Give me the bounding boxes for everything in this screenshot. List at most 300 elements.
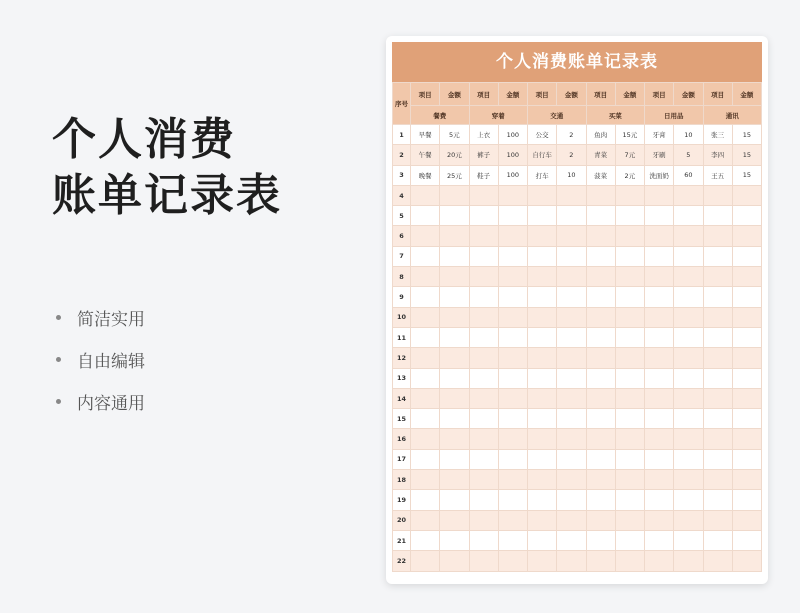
table-cell[interactable] [469,368,498,388]
table-cell[interactable]: 60 [674,165,703,185]
table-cell[interactable]: 5元 [440,125,469,145]
table-cell[interactable] [469,185,498,205]
table-cell[interactable]: 100 [498,125,527,145]
table-cell[interactable] [674,449,703,469]
table-cell[interactable] [557,185,586,205]
table-cell[interactable] [703,490,732,510]
table-row [393,510,762,530]
table-cell[interactable]: 菠菜 [586,165,615,185]
table-cell[interactable] [674,287,703,307]
table-cell[interactable] [411,429,440,449]
table-cell[interactable] [411,388,440,408]
table-cell[interactable] [440,530,469,550]
table-cell[interactable] [469,409,498,429]
table-cell[interactable] [498,327,527,347]
table-cell[interactable] [440,388,469,408]
table-cell[interactable] [557,409,586,429]
table-cell[interactable] [615,267,644,287]
category-header: 交通 [528,106,587,125]
table-cell[interactable] [557,510,586,530]
table-cell[interactable]: 李四 [703,145,732,165]
table-cell[interactable] [498,368,527,388]
table-cell[interactable] [440,185,469,205]
table-cell[interactable] [469,551,498,571]
table-cell[interactable] [411,267,440,287]
table-cell[interactable] [411,510,440,530]
table-cell[interactable] [528,246,557,266]
table-cell[interactable] [703,185,732,205]
table-cell[interactable] [645,510,674,530]
table-cell[interactable] [411,287,440,307]
table-cell[interactable]: 15 [732,165,761,185]
table-cell[interactable]: 自行车 [528,145,557,165]
table-row [393,165,762,185]
bullet-icon [56,357,61,362]
table-cell[interactable] [615,185,644,205]
row-seq: 22 [393,551,411,571]
table-cell[interactable] [732,510,761,530]
table-cell[interactable] [528,409,557,429]
table-cell[interactable] [528,388,557,408]
table-cell[interactable] [586,388,615,408]
table-row [393,267,762,287]
table-cell[interactable] [557,267,586,287]
table-cell[interactable]: 2 [557,125,586,145]
table-cell[interactable] [440,409,469,429]
seq-header: 序号 [393,83,411,125]
table-cell[interactable]: 2 [557,145,586,165]
table-cell[interactable] [732,470,761,490]
table-cell[interactable] [469,206,498,226]
table-cell[interactable] [674,368,703,388]
table-cell[interactable] [615,246,644,266]
table-cell[interactable] [440,449,469,469]
table-cell[interactable] [645,449,674,469]
table-cell[interactable] [586,267,615,287]
table-cell[interactable] [586,409,615,429]
table-cell[interactable] [586,206,615,226]
table-cell[interactable] [498,307,527,327]
table-cell[interactable] [645,348,674,368]
table-cell[interactable] [411,551,440,571]
table-row [393,409,762,429]
table-cell[interactable] [469,490,498,510]
table-cell[interactable] [674,551,703,571]
table-cell[interactable] [645,429,674,449]
table-row [393,287,762,307]
table-cell[interactable] [732,530,761,550]
table-cell[interactable] [645,307,674,327]
row-seq: 13 [393,368,411,388]
table-cell[interactable] [586,185,615,205]
table-cell[interactable] [411,348,440,368]
table-cell[interactable] [703,267,732,287]
table-cell[interactable] [732,226,761,246]
table-cell[interactable]: 张三 [703,125,732,145]
promo-panel [52,112,372,422]
table-cell[interactable] [528,368,557,388]
table-cell[interactable] [586,530,615,550]
table-cell[interactable] [703,409,732,429]
table-cell[interactable] [440,429,469,449]
table-cell[interactable]: 2元 [615,165,644,185]
table-row [393,327,762,347]
table-cell[interactable] [528,327,557,347]
table-cell[interactable] [615,449,644,469]
table-cell[interactable] [674,327,703,347]
table-cell[interactable] [732,409,761,429]
table-cell[interactable] [411,226,440,246]
table-cell[interactable] [557,246,586,266]
table-cell[interactable] [498,246,527,266]
table-cell[interactable] [411,490,440,510]
table-cell[interactable] [557,388,586,408]
table-cell[interactable] [615,551,644,571]
table-cell[interactable]: 王五 [703,165,732,185]
table-cell[interactable] [498,185,527,205]
table-cell[interactable]: 25元 [440,165,469,185]
table-cell[interactable]: 牙膏 [645,125,674,145]
row-seq: 12 [393,348,411,368]
sheet-title: 个人消费账单记录表 [392,42,762,82]
bill-table [392,82,762,572]
table-cell[interactable] [732,307,761,327]
table-cell[interactable]: 洗面奶 [645,165,674,185]
table-cell[interactable] [498,409,527,429]
table-cell[interactable] [674,510,703,530]
table-cell[interactable] [615,368,644,388]
table-cell[interactable] [674,348,703,368]
table-cell[interactable] [440,327,469,347]
row-seq: 21 [393,530,411,550]
table-cell[interactable] [440,246,469,266]
table-cell[interactable]: 20元 [440,145,469,165]
table-cell[interactable] [440,551,469,571]
table-cell[interactable] [528,551,557,571]
table-cell[interactable] [674,226,703,246]
table-cell[interactable] [732,327,761,347]
table-cell[interactable] [411,470,440,490]
table-cell[interactable] [440,368,469,388]
table-cell[interactable] [674,267,703,287]
table-cell[interactable] [528,206,557,226]
table-cell[interactable] [615,206,644,226]
table-cell[interactable] [586,449,615,469]
table-cell[interactable] [703,327,732,347]
table-cell[interactable] [703,368,732,388]
table-cell[interactable] [469,327,498,347]
table-cell[interactable] [645,206,674,226]
table-cell[interactable]: 晚餐 [411,165,440,185]
table-cell[interactable] [557,307,586,327]
table-cell[interactable] [440,470,469,490]
table-cell[interactable] [732,287,761,307]
table-cell[interactable] [528,530,557,550]
table-cell[interactable] [411,206,440,226]
table-cell[interactable] [498,470,527,490]
table-cell[interactable] [528,470,557,490]
table-cell[interactable] [440,490,469,510]
amount-header: 金额 [498,83,527,106]
table-cell[interactable] [528,490,557,510]
table-row [393,206,762,226]
table-cell[interactable] [440,510,469,530]
table-cell[interactable] [498,388,527,408]
table-cell[interactable] [498,490,527,510]
table-cell[interactable] [557,327,586,347]
row-seq: 4 [393,185,411,205]
table-cell[interactable] [645,530,674,550]
table-cell[interactable] [411,246,440,266]
table-cell[interactable] [703,348,732,368]
table-cell[interactable]: 午餐 [411,145,440,165]
table-cell[interactable] [469,226,498,246]
table-cell[interactable] [615,429,644,449]
table-cell[interactable] [674,185,703,205]
table-cell[interactable] [645,327,674,347]
table-cell[interactable] [732,449,761,469]
table-cell[interactable] [674,206,703,226]
table-cell[interactable] [615,409,644,429]
table-cell[interactable]: 7元 [615,145,644,165]
table-cell[interactable] [703,510,732,530]
table-cell[interactable] [703,530,732,550]
table-cell[interactable] [469,388,498,408]
table-cell[interactable] [557,490,586,510]
table-cell[interactable] [674,388,703,408]
table-cell[interactable] [557,530,586,550]
table-cell[interactable] [411,327,440,347]
table-cell[interactable] [498,510,527,530]
table-cell[interactable] [528,185,557,205]
table-cell[interactable] [645,267,674,287]
row-seq: 15 [393,409,411,429]
table-cell[interactable]: 牙刷 [645,145,674,165]
table-cell[interactable] [528,287,557,307]
table-cell[interactable] [557,348,586,368]
table-cell[interactable]: 10 [674,125,703,145]
table-cell[interactable] [615,530,644,550]
table-cell[interactable] [703,226,732,246]
table-cell[interactable] [469,307,498,327]
table-cell[interactable] [703,246,732,266]
table-cell[interactable] [528,348,557,368]
table-cell[interactable] [586,510,615,530]
table-cell[interactable] [586,470,615,490]
table-cell[interactable] [469,246,498,266]
table-cell[interactable] [703,449,732,469]
table-cell[interactable] [586,429,615,449]
table-cell[interactable] [703,307,732,327]
table-cell[interactable]: 公交 [528,125,557,145]
table-cell[interactable] [645,246,674,266]
table-cell[interactable] [469,348,498,368]
table-cell[interactable] [528,449,557,469]
table-row [393,125,762,145]
row-seq: 5 [393,206,411,226]
table-cell[interactable]: 青菜 [586,145,615,165]
table-row [393,530,762,550]
table-cell[interactable]: 鞋子 [469,165,498,185]
table-cell[interactable] [440,267,469,287]
table-cell[interactable] [411,307,440,327]
table-cell[interactable] [586,307,615,327]
table-cell[interactable] [674,307,703,327]
spreadsheet-preview [386,36,768,584]
table-cell[interactable] [615,490,644,510]
amount-header: 金额 [557,83,586,106]
table-cell[interactable] [469,449,498,469]
table-cell[interactable] [703,287,732,307]
table-cell[interactable] [498,348,527,368]
table-cell[interactable]: 早餐 [411,125,440,145]
table-cell[interactable] [732,267,761,287]
table-row [393,246,762,266]
table-cell[interactable] [586,287,615,307]
table-cell[interactable]: 5 [674,145,703,165]
table-cell[interactable] [498,449,527,469]
table-cell[interactable] [586,246,615,266]
table-cell[interactable] [645,368,674,388]
table-cell[interactable] [557,287,586,307]
table-cell[interactable] [674,470,703,490]
table-cell[interactable] [732,551,761,571]
table-cell[interactable] [732,490,761,510]
table-cell[interactable]: 15元 [615,125,644,145]
table-row [393,145,762,165]
table-cell[interactable]: 10 [557,165,586,185]
table-cell[interactable]: 上衣 [469,125,498,145]
table-cell[interactable] [674,246,703,266]
table-cell[interactable] [615,348,644,368]
table-cell[interactable] [615,226,644,246]
table-cell[interactable] [498,429,527,449]
table-cell[interactable] [469,510,498,530]
table-cell[interactable] [469,470,498,490]
table-cell[interactable] [615,510,644,530]
table-cell[interactable] [615,307,644,327]
table-cell[interactable] [411,449,440,469]
table-row [393,307,762,327]
amount-header: 金额 [440,83,469,106]
table-cell[interactable] [469,429,498,449]
table-cell[interactable] [732,368,761,388]
table-cell[interactable] [732,388,761,408]
table-cell[interactable] [645,409,674,429]
table-cell[interactable]: 15 [732,125,761,145]
table-cell[interactable] [557,449,586,469]
table-cell[interactable] [645,185,674,205]
table-cell[interactable] [645,490,674,510]
table-cell[interactable] [469,267,498,287]
table-cell[interactable] [557,470,586,490]
table-row [393,368,762,388]
table-cell[interactable]: 15 [732,145,761,165]
table-cell[interactable] [411,409,440,429]
table-cell[interactable] [528,267,557,287]
table-cell[interactable] [674,530,703,550]
table-cell[interactable] [557,226,586,246]
table-cell[interactable] [586,551,615,571]
table-cell[interactable] [732,206,761,226]
table-cell[interactable] [469,530,498,550]
table-cell[interactable] [498,267,527,287]
table-cell[interactable] [732,246,761,266]
table-cell[interactable] [469,287,498,307]
table-cell[interactable] [557,551,586,571]
table-cell[interactable] [703,470,732,490]
item-header: 项目 [469,83,498,106]
table-cell[interactable] [703,206,732,226]
table-cell[interactable]: 100 [498,165,527,185]
table-cell[interactable] [498,226,527,246]
table-cell[interactable]: 打车 [528,165,557,185]
table-cell[interactable] [557,429,586,449]
table-cell[interactable] [498,287,527,307]
table-cell[interactable] [528,226,557,246]
table-cell[interactable] [615,287,644,307]
item-header: 项目 [703,83,732,106]
table-cell[interactable] [557,206,586,226]
table-row [393,185,762,205]
table-cell[interactable] [674,429,703,449]
row-seq: 7 [393,246,411,266]
table-cell[interactable] [703,429,732,449]
table-cell[interactable] [645,226,674,246]
table-cell[interactable] [498,551,527,571]
table-cell[interactable] [674,409,703,429]
table-cell[interactable] [732,429,761,449]
table-cell[interactable] [674,490,703,510]
table-cell[interactable] [528,307,557,327]
table-cell[interactable] [411,530,440,550]
table-cell[interactable] [528,510,557,530]
table-cell[interactable] [615,388,644,408]
table-cell[interactable] [586,368,615,388]
table-cell[interactable] [557,368,586,388]
table-cell[interactable] [440,206,469,226]
table-cell[interactable]: 鱼肉 [586,125,615,145]
table-cell[interactable] [586,327,615,347]
table-row [393,490,762,510]
table-cell[interactable] [703,388,732,408]
table-cell[interactable] [732,348,761,368]
table-cell[interactable] [440,348,469,368]
table-cell[interactable] [615,470,644,490]
table-cell[interactable] [498,530,527,550]
table-cell[interactable] [411,368,440,388]
table-cell[interactable] [586,348,615,368]
table-cell[interactable] [645,551,674,571]
table-cell[interactable] [440,307,469,327]
table-cell[interactable]: 裤子 [469,145,498,165]
table-cell[interactable] [703,551,732,571]
table-cell[interactable] [645,470,674,490]
table-cell[interactable] [440,226,469,246]
table-cell[interactable]: 100 [498,145,527,165]
table-cell[interactable] [615,327,644,347]
table-cell[interactable] [528,429,557,449]
table-cell[interactable] [411,185,440,205]
table-cell[interactable] [440,287,469,307]
table-cell[interactable] [498,206,527,226]
table-cell[interactable] [645,388,674,408]
table-cell[interactable] [732,185,761,205]
table-cell[interactable] [645,287,674,307]
feature-item [52,338,372,380]
table-cell[interactable] [586,490,615,510]
table-cell[interactable] [586,226,615,246]
